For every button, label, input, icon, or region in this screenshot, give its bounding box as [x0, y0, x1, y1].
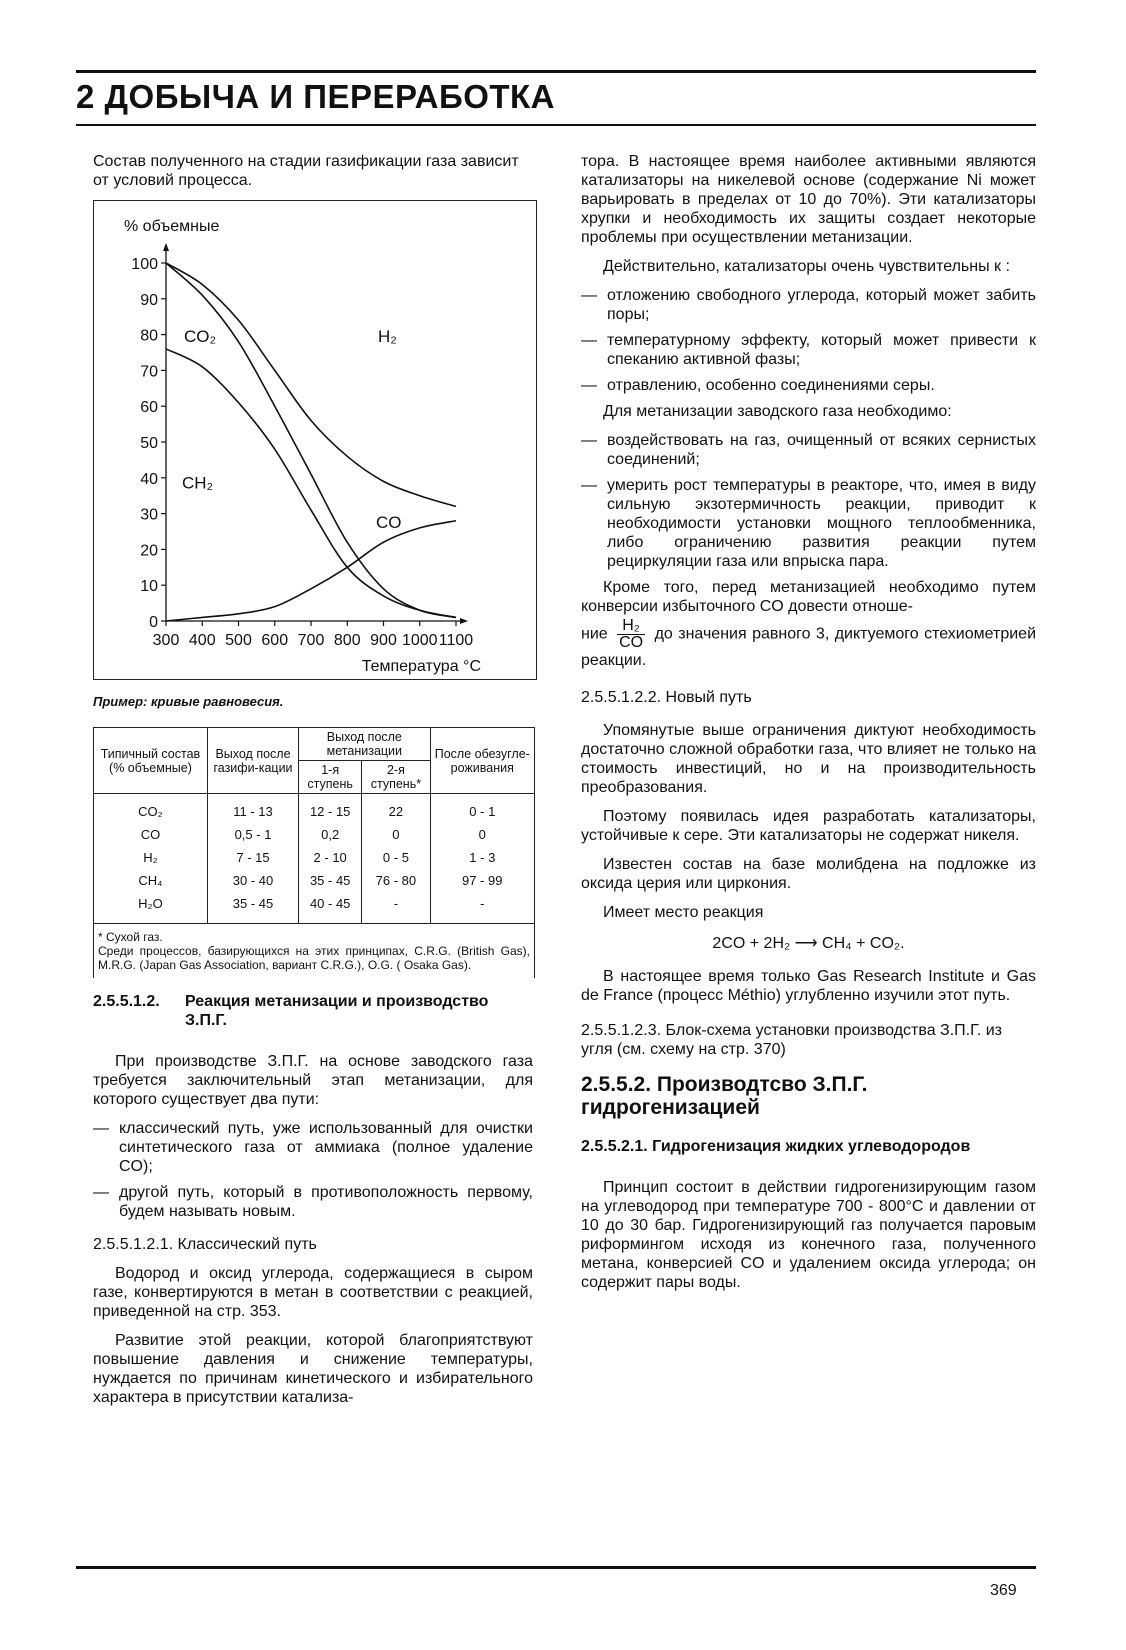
- x-tick-label: 1000: [401, 632, 438, 649]
- paragraph: Принцип состоит в действии гидрогенизирующим газом на углеводород при температуре 700 - 800°C и давлении от 10 до 30 бар. Гидрогенизирующий газ получается паровым риформингом исходя из конечного газа, полученного метана, конверсией CO и удалением оксида углерода; он содержит пары воды.: [581, 1179, 1036, 1291]
- bullet-item: — температурному эффекту, который может привести к спеканию активной фазы;: [581, 332, 1036, 368]
- chart-caption: Пример: кривые равновесия.: [93, 694, 284, 709]
- x-tick-label: 300: [152, 632, 180, 649]
- cell-comp: H₂O: [94, 892, 208, 924]
- cell-s1: 0,2: [299, 823, 362, 846]
- paragraph: Кроме того, перед метанизацией необходимо путем конверсии избыточного CO довести отноше-: [581, 579, 1036, 615]
- y-tick-label: 70: [140, 363, 158, 381]
- cell-dec: 0: [430, 823, 534, 846]
- y-axis-arrow: [163, 243, 169, 251]
- y-tick-label: 0: [149, 614, 158, 631]
- th-stage2: 2-я ступень*: [362, 761, 430, 794]
- bullet-item: — классический путь, уже использованный для очистки синтетического газа от аммиака (полное удаление CO);: [93, 1120, 533, 1175]
- y-tick-label: 50: [140, 435, 158, 452]
- cell-comp: CO₂: [94, 794, 208, 824]
- intro-paragraph: Состав полученного на стадии газификации газа зависит от условий процесса.: [93, 153, 519, 189]
- cell-comp: CO: [94, 823, 208, 846]
- cell-gasif: 0,5 - 1: [207, 823, 298, 846]
- bullet-item: — отравлению, особенно соединениями серы.: [581, 377, 935, 394]
- y-tick-label: 20: [140, 542, 158, 560]
- y-tick-label: 80: [140, 327, 158, 345]
- bullet-item: — другой путь, который в противоположность первому, будем называть новым.: [93, 1184, 533, 1220]
- table-note-dry-gas: * Сухой газ.: [98, 930, 163, 944]
- section-heading-2.5.5.1.2: [93, 992, 533, 1030]
- table-row: [94, 823, 535, 846]
- cell-gasif: 35 - 45: [207, 892, 298, 924]
- reaction-formula: 2CO + 2H₂ ⟶ CH₄ + CO₂.: [712, 935, 905, 952]
- cell-comp: H₂: [94, 846, 208, 869]
- cell-s2: 76 - 80: [362, 869, 430, 892]
- cell-s1: 35 - 45: [299, 869, 362, 892]
- cell-dec: 97 - 99: [430, 869, 534, 892]
- cell-s2: 22: [362, 794, 430, 824]
- header-rule-bottom: [76, 124, 1036, 126]
- cell-gasif: 7 - 15: [207, 846, 298, 869]
- cell-gasif: 30 - 40: [207, 869, 298, 892]
- paragraph: Имеет место реакция: [603, 904, 764, 921]
- th-methanation: Выход после метанизации: [299, 728, 430, 761]
- section-title: Реакция метанизации и производство З.П.Г.: [185, 993, 489, 1029]
- paragraph: Известен состав на базе молибдена на подложке из оксида церия или циркония.: [581, 856, 1036, 892]
- series-line-1: [166, 263, 456, 506]
- cell-gasif: 11 - 13: [207, 794, 298, 824]
- th-gasification: Выход после газифи-кации: [207, 728, 298, 794]
- page-number: 369: [990, 1582, 1017, 1599]
- y-tick-label: 30: [140, 506, 158, 524]
- cell-s1: 12 - 15: [299, 794, 362, 824]
- curve-label: CO: [376, 512, 402, 532]
- gas-composition-table: [93, 727, 535, 978]
- y-tick-label: 90: [140, 291, 158, 309]
- cell-s2: 0 - 5: [362, 846, 430, 869]
- y-tick-label: 10: [140, 578, 158, 596]
- paragraph: Для метанизации заводского газа необходимо:: [603, 403, 952, 420]
- x-tick-label: 700: [297, 632, 325, 649]
- cell-s2: -: [362, 892, 430, 924]
- x-tick-label: 800: [333, 632, 361, 649]
- th-decarb: После обезугле-роживания: [430, 728, 534, 794]
- x-tick-label: 500: [225, 632, 252, 649]
- x-axis-arrow: [460, 618, 468, 624]
- section-number: 2.5.5.1.2.: [93, 993, 160, 1010]
- section-heading-2.5.5.2.1: 2.5.5.2.1. Гидрогенизация жидких углеводородов: [581, 1138, 971, 1155]
- table-note-processes: Среди процессов, базирующихся на этих принципах, C.R.G. (British Gas), M.R.G. (Japan Gas Association, вариант C.R.G.), O.G. ( Osaka Gas).: [98, 944, 530, 972]
- table-row: [94, 869, 535, 892]
- y-tick-label: 40: [140, 470, 158, 488]
- table-row: [94, 892, 535, 924]
- chart-svg: [94, 201, 536, 679]
- series-line-3: [166, 521, 456, 621]
- left-column: [93, 152, 533, 1417]
- cell-dec: -: [430, 892, 534, 924]
- x-tick-label: 600: [261, 632, 289, 649]
- section-heading-2.5.5.2: 2.5.5.2. Производтсво З.П.Г. гидрогенизацией: [581, 1073, 868, 1119]
- paragraph: тора. В настоящее время наиболее активными являются катализаторы на никелевой основе (содержание Ni может варьировать в пределах от 10 до 70%). Эти катализаторы хрупки и необходимость их защиты создает некоторые проблемы при осуществлении метанизации.: [581, 153, 1036, 246]
- cell-s1: 40 - 45: [299, 892, 362, 924]
- th-typical: Типичный состав (% объемные): [94, 728, 208, 794]
- table-notes: [94, 924, 535, 979]
- subsection-heading: 2.5.5.1.2.2. Новый путь: [581, 689, 752, 706]
- subsection-heading: 2.5.5.1.2.1. Классический путь: [93, 1236, 317, 1253]
- bullet-item: — воздействовать на газ, очищенный от всяких сернистых соединений;: [581, 432, 1036, 468]
- y-tick-label: 100: [131, 256, 158, 273]
- y-tick-label: 60: [140, 399, 158, 417]
- th-stage1: 1-я ступень: [299, 761, 362, 794]
- x-tick-label: 400: [188, 632, 216, 649]
- paragraph: Развитие этой реакции, которой благоприятствуют повышение давления и снижение температуры, нуждается по причинам кинетического и избирательного характера в присутствии катализа-: [93, 1332, 533, 1406]
- ratio-paragraph: ние $\frac{\text{H₂}}{CO}$ до значения равного 3, диктуемого стехиометрией реакции.: [581, 617, 1037, 669]
- bullet-item: — отложению свободного углерода, который может забить поры;: [581, 287, 1036, 323]
- curve-label: H₂: [378, 326, 397, 346]
- page-title: 2 ДОБЫЧА И ПЕРЕРАБОТКА: [76, 78, 556, 115]
- y-axis-label: % объемные: [124, 218, 220, 235]
- paragraph: При производстве З.П.Г. на основе заводского газа требуется заключительный этап метанизации, для которого существует два пути:: [93, 1053, 533, 1108]
- header-rule-top: [76, 70, 1036, 73]
- subsection-heading: 2.5.5.1.2.3. Блок-схема установки производства З.П.Г. из угля (см. схему на стр. 370): [581, 1022, 1002, 1058]
- x-tick-label: 1100: [438, 632, 474, 649]
- cell-s2: 0: [362, 823, 430, 846]
- curve-label: CH₂: [182, 473, 214, 493]
- cell-comp: CH₄: [94, 869, 208, 892]
- table-row: [94, 794, 535, 824]
- series-line-0: [166, 263, 456, 617]
- x-tick-label: 900: [370, 632, 397, 649]
- paragraph: В настоящее время только Gas Research Institute и Gas de France (процесс Méthio) углубленно изучили этот путь.: [581, 968, 1036, 1004]
- paragraph: Водород и оксид углерода, содержащиеся в сыром газе, конвертируются в метан в соответствии с реакцией, приведенной на стр. 353.: [93, 1265, 533, 1320]
- table-row: [94, 846, 535, 869]
- cell-dec: 1 - 3: [430, 846, 534, 869]
- cell-s1: 2 - 10: [299, 846, 362, 869]
- paragraph: Поэтому появилась идея разработать катализаторы, устойчивые к сере. Эти катализаторы не содержат никеля.: [581, 808, 1036, 844]
- table-notes-row: [94, 924, 535, 979]
- bullet-item: — умерить рост температуры в реакторе, что, имея в виду сильную экзотермичность реакции, приводит к необходимости установки мощного теплообменника, либо ограничению развития реакции путем рециркуляции газа или впрыска пара.: [581, 477, 1036, 570]
- equilibrium-chart: [93, 200, 537, 680]
- cell-dec: 0 - 1: [430, 794, 534, 824]
- footer-rule: [76, 1566, 1036, 1569]
- right-column: [581, 152, 1036, 1302]
- x-axis-label: Температура °C: [361, 658, 481, 675]
- paragraph: Действительно, катализаторы очень чувствительны к :: [603, 258, 1010, 275]
- ratio-fraction: $\frac{\text{H₂}}{CO}$: [619, 617, 644, 651]
- paragraph: Упомянутые выше ограничения диктуют необходимость достаточно сложной обработки газа, что влияет не только на стоимость инвестиций, но и на производительность преобразования.: [581, 722, 1036, 796]
- curve-label: CO₂: [184, 326, 217, 346]
